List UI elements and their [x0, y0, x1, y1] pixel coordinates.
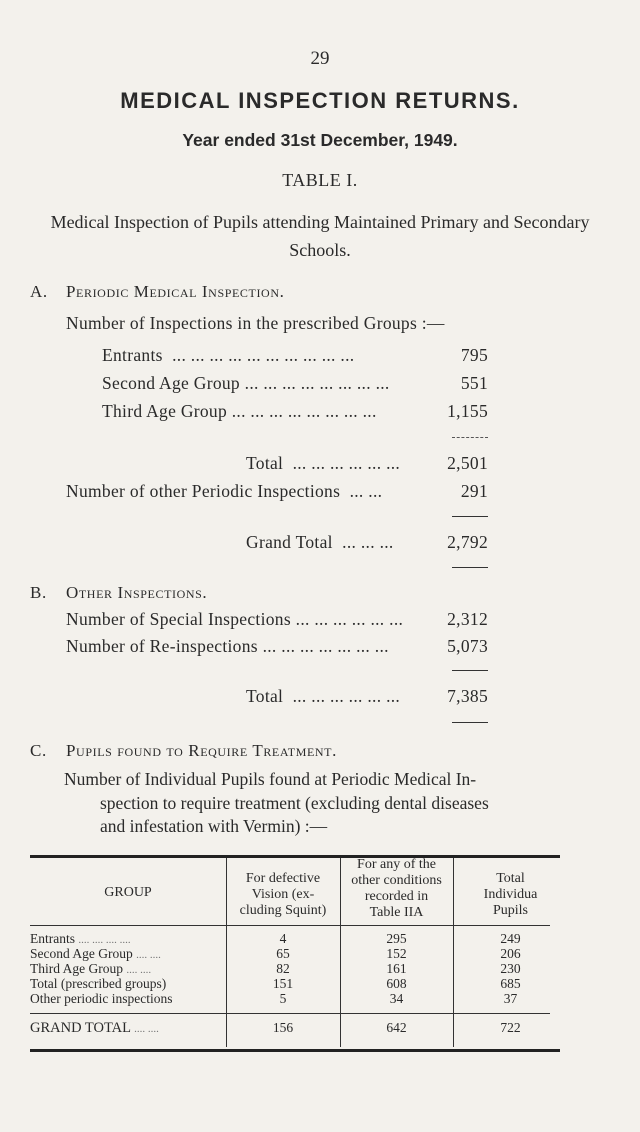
row-value: 795 — [460, 345, 488, 365]
row-value: 5,073 — [447, 636, 488, 656]
header-total-pupils: Total Individua Pupils — [483, 871, 538, 918]
sum-rule — [452, 567, 488, 568]
section-c-letter: C. — [30, 741, 47, 760]
row-value: 551 — [460, 373, 488, 393]
row-label: Grand Total — [246, 532, 333, 552]
row-label: Number of Special Inspections — [66, 609, 291, 629]
row-label: Entrants — [102, 345, 163, 365]
row-second-age-group — [102, 373, 488, 395]
row-value: 2,501 — [447, 453, 488, 473]
row-label: Third Age Group — [102, 401, 228, 421]
row-label: Total — [246, 686, 284, 706]
row-value: 7,385 — [447, 686, 488, 706]
header-group: GROUP — [104, 885, 152, 900]
sum-rule — [452, 670, 488, 671]
sum-rule — [452, 516, 488, 517]
row-special-inspections — [66, 609, 488, 631]
section-b-title: Other Inspections. — [66, 583, 208, 602]
header-rule — [30, 925, 550, 926]
section-b-heading — [30, 583, 590, 605]
row-label: Total — [246, 453, 284, 473]
row-label: Number of Re-inspections — [66, 636, 258, 656]
section-a-heading — [30, 282, 590, 304]
leaders: ... ... ... ... ... ... — [295, 609, 404, 629]
para-line: and infestation with Vermin) :— — [100, 816, 328, 836]
section-c-title: Pupils found to Require Treatment. — [66, 741, 337, 760]
leaders: ... ... ... ... ... ... ... ... — [231, 401, 377, 421]
row-value: 1,155 — [447, 401, 488, 421]
row-label: Second Age Group — [102, 373, 240, 393]
table-bottom-rule — [30, 1049, 560, 1052]
row-total-a — [246, 453, 488, 475]
leaders: ... ... ... ... ... ... ... ... ... ... — [172, 345, 355, 365]
section-b-letter: B. — [30, 583, 47, 602]
sum-rule — [452, 437, 488, 438]
treatment-table: GROUP For defective Vision (ex- cluding Squint) For any of the other conditions recorded in Table IIA Total Individua Pupils Entrants .... .... .... .... 4 295 249 Second Age Group .... .... 65 152 206 Third Age Group .... .... 82 161 230 Total (prescribed groups) 151 608 685 Other periodic inspections 5 34 37 GRAND TOTAL .... .... 156 642 722 — [30, 855, 560, 1055]
para-line: Number of Individual Pupils found at Periodic Medical In- — [64, 769, 477, 789]
row-value: 291 — [460, 481, 488, 501]
header-other-conditions: For any of the other conditions recorded in Table IIA — [351, 857, 442, 920]
table-top-rule — [30, 855, 560, 858]
section-a-title: Periodic Medical Inspection. — [66, 282, 285, 301]
leaders: ... ... ... ... ... ... — [292, 453, 401, 473]
section-c-paragraph — [64, 768, 570, 839]
section-a-letter: A. — [30, 282, 48, 301]
row-value: 2,792 — [447, 532, 488, 552]
grand-total-rule — [30, 1013, 550, 1014]
row-re-inspections — [66, 636, 488, 658]
leaders: ... ... ... ... ... ... ... ... — [244, 373, 390, 393]
row-third-age-group — [102, 401, 488, 423]
leaders: ... ... — [349, 481, 383, 501]
table-heading: TABLE I. — [282, 170, 358, 190]
leaders: ... ... ... ... ... ... — [292, 686, 401, 706]
page-title: MEDICAL INSPECTION RETURNS. — [120, 88, 520, 113]
header-defective-vision: For defective Vision (ex- cluding Squint) — [239, 871, 327, 918]
section-a-lead: Number of Inspections in the prescribed Groups :— — [66, 313, 445, 333]
row-entrants — [102, 345, 488, 367]
para-line: spection to require treatment (excluding dental diseases — [100, 792, 489, 813]
sum-rule — [452, 722, 488, 723]
row-other-periodic — [66, 481, 488, 503]
row-total-b — [246, 686, 488, 708]
intro-text: Medical Inspection of Pupils attending Maintained Primary and Secondary Schools. — [50, 212, 590, 260]
row-grand-total-a — [246, 532, 488, 554]
page-number: 29 — [310, 48, 330, 69]
leaders: ... ... ... — [342, 532, 394, 552]
section-c-heading — [30, 741, 590, 763]
row-value: 2,312 — [447, 609, 488, 629]
leaders: ... ... ... ... ... ... ... — [262, 636, 389, 656]
row-label: Number of other Periodic Inspections — [66, 481, 341, 501]
page-subtitle: Year ended 31st December, 1949. — [182, 130, 458, 150]
